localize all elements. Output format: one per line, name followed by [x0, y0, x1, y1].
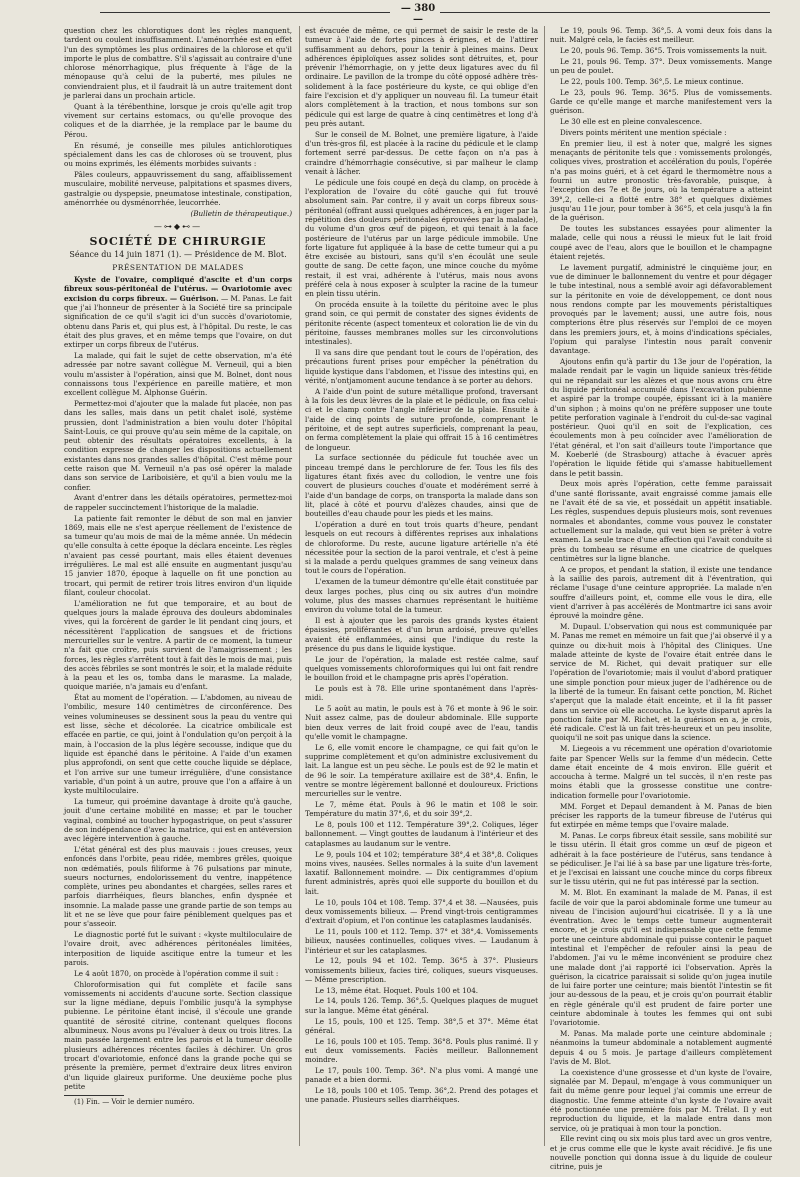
paragraph: La patiente fait remonter le début de son mal en janvier 1869, mais elle ne s'est aperçue réellement de l'existence de sa tumeur qu'au mois de mai de la même année. Un médecin qu'elle consulta à cette époque la déclara enceinte. Les règles n'avaient pas cessé pourtant, mais elles étaient devenues irrégulières. Le mal est allé ensuite en augmentant jusqu'au 15 janvier 1870, époque à laquelle on fit une ponction au trocart, qui permit de retirer trois litres environ d'un liquide filant, couleur chocolat. — [64, 513, 292, 597]
paragraph: MM. Forget et Depaul demandent à M. Panas de bien préciser les rapports de la tumeur fibreuse de l'utérus qui fut extirpée en même temps que l'ovaire malade. — [550, 801, 772, 830]
paragraph: La tumeur, qui proémine davantage à droite qu'à gauche, jouit d'une certaine mobilité en masse; et par le toucher vaginal, combiné au toucher hypogastrique, on peut s'assurer de son indépendance d'avec la matrice, qui est en antéversion avec légère intervention à gauche. — [64, 796, 292, 844]
paragraph — [64, 275, 292, 349]
paragraph: Le 14, pouls 126. Temp. 36°,5. Quelques plaques de muguet sur la langue. Même état général. — [305, 996, 538, 1015]
session-line: Séance du 14 juin 1871 (1). — Présidence de M. Blot. — [69, 249, 287, 259]
paragraph: A l'aide d'un point de suture métallique profond, traversant à la fois les deux lèvres de la plaie et le pédicule, on fixa celui-ci et le clamp contre l'angle inférieur de la plaie. Ensuite à l'aide de cinq points de suture profonde, comprenant le péritoine, et de sept autres superficiels, comprenant la peau, on ferma complètement la plaie qui offrait 15 à 16 centimètres de longueur. — [305, 386, 538, 452]
footnote: (1) Fin. — Voir le dernier numéro. — [74, 1098, 195, 1107]
paragraph: Le 20, pouls 96. Temp. 36°5. Trois vomissements la nuit. — [560, 46, 768, 56]
column-3 — [550, 26, 772, 1172]
paragraph-text: — M. Panas. Le fait que j'ai l'honneur de présenter à la Société tire sa principale signification de ce qu'il s'agit ici d'un succès d'ovariotomie, obtenu dans Paris et, qui plus est, à l'hôpital. Du reste, le cas était des plus graves, et en même temps que l'ovaire, on dut extirper un corps fibreux de l'utérus. — [64, 293, 292, 350]
page-number: — 380 — — [400, 3, 436, 25]
section-title: SOCIÉTÉ DE CHIRURGIE — [89, 235, 267, 249]
paragraph: En premier lieu, il est à noter que, malgré les signes menaçants de péritonite tels que : vomissements prolongés, coliques vives, prostration et accélération du pouls, l'opérée n'a pas moins guéri, et à cet égard le thermomètre nous a fourni un autre pronostic très-favorable, puisque, à l'exception des 7e et 8e jours, où la température a atteint 39°,2, celle-ci a flotté entre 38° et quelques dixièmes jusqu'au 11e jour, pour tomber à 36°5, et cela jusqu'à la fin de la guérison. — [550, 138, 772, 223]
paragraph: Le 6, elle vomit encore le champagne, ce qui fait qu'on le supprime complètement et qu'on administre exclusivement du lait. La langue est un peu sèche. Le pouls est de 92 le matin et de 96 le soir. La température axillaire est de 38°,4. Enfin, le ventre se montre légèrement ballonné et douloureux. Frictions mercurielles sur le ventre. — [305, 742, 538, 799]
case-title: Kyste de l'ovaire, compliqué d'ascite et d'un corps fibreux sous-péritonéal de l'utérus. — Ovariotomie avec excision du corps fibreux. — Guérison. — [64, 275, 292, 303]
paragraph: Le 17, pouls 100. Temp. 36°. N'a plus vomi. A mangé une panade et a bien dormi. — [305, 1066, 538, 1085]
paragraph: Le 12, pouls 94 et 102. Temp. 36°5 à 37°. Plusieurs vomissements bilieux, facies tiré, coliques, sueurs visqueuses. — Même prescription. — [305, 956, 538, 984]
paragraph: La malade, qui fait le sujet de cette observation, m'a été adressée par notre savant collègue M. Verneuil, qui a bien voulu m'assister à l'opération, ainsi que M. Bolnet, dont nous connaissons tous l'expérience en pareille matière, et mon excellent collègue M. Alphonse Guérin. — [64, 351, 292, 398]
paragraph: La surface sectionnée du pédicule fut touchée avec un pinceau trempé dans le perchlorure de fer. Tous les fils des ligatures étant fixés avec du collodion, le ventre une fois couvert de plusieurs couches d'ouate et modérément serré à l'aide d'un bandage de corps, on transporta la malade dans son lit, placé à côté et pourvu d'alèzes chaudes, ainsi que de bouteilles d'eau chaude pour les pieds et les mains. — [305, 453, 538, 519]
paragraph: Le lavement purgatif, administré le cinquième jour, en vue de diminuer le ballonnement du ventre et pour dégager le tube intestinal, nous a semblé avoir agi défavorablement sur la péritonite en voie de développement, ce dont nous nous rendons compte par les mouvements péristaltiques provoqués par le lavement; aussi, une autre fois, nous compterions être plus réservés sur l'emploi de ce moyen dans les premiers jours, et, à moins d'indications spéciales, l'opium qui paralyse l'intestin nous paraît convenir davantage. — [550, 262, 772, 356]
paragraph: Le 11, pouls 100 et 112. Temp. 37° et 38°,4. Vomissements bilieux, nausées continuelles, coliques vives. — Laudanum à l'intérieur et sur les cataplasmes. — [305, 926, 538, 955]
paragraph: Le 10, pouls 104 et 108. Temp. 37°,4 et 38. —Nausées, puis deux vomissements bilieux. — Prend vingt-trois centigrammes d'extrait d'opium, et l'on continue les cataplasmes laudanisés. — [305, 897, 538, 926]
paragraph: Pâles couleurs, appauvrissement du sang, affaiblissement musculaire, mobilité nerveuse, palpitations et spasmes divers, gastralgie ou dyspepsie, pneumatose intestinale, constipation, aménorrhée ou dysménorrhée, leucorrhée. — [64, 169, 292, 207]
column-divider — [544, 26, 545, 1146]
paragraph: Le 9, pouls 104 et 102; température 38°,4 et 38°,8. Coliques moins vives, nausées. Selles normales à la suite d'un lavement laxatif. Ballonnement moindre. — Dix centigrammes d'opium furent administrés, après quoi elle supporte du bouillon et du lait. — [305, 849, 538, 896]
paragraph: On procéda ensuite à la toilette du péritoine avec le plus grand soin, ce qui permit de constater des signes évidents de péritonite récente (aspect tomenteux et coloration lie de vin du péritoine, fausses membranes molles sur les circonvolutions intestinales). — [305, 300, 538, 347]
paragraph: Divers points méritent une mention spéciale : — [560, 127, 727, 137]
paragraph: Le 4 août 1870, on procède à l'opération comme il suit : — [74, 968, 279, 978]
paragraph: question chez les chlorotiques dont les règles manquent, tardent ou coulent insuffisamment. L'aménorrhée est en effet l'un des symptômes les plus ordinaires de la chlorose et qu'il importe le plus de combattre. S'il s'agissait au contraire d'une chlorose ménorrhagique, plus fréquente à l'âge de la ménopause qu'à celui de la puberté, mes pilules ne conviendraient plus, et il faudrait là un autre traitement dont je parlerai dans un prochain article. — [64, 26, 292, 101]
paragraph: est évacuée de même, ce qui permet de saisir le reste de la tumeur à l'aide de fortes pinces à érignes, et de l'attirer suffisamment au dehors, pour la tenir à pleines mains. Deux adhérences épiploïques assez solides sont détruites, et, pour prévenir l'hémorrhagie, on y jette deux ligatures avec du fil ordinaire. Le pavillon de la trompe du côté opposé adhère très-solidement à la face postérieure du kyste, ce qui oblige d'en faire l'excision et d'y appliquer un nouveau fil. La tumeur était alors complètement à la traction, et nous tombons sur son pédicule qui est large de quatre à cinq centimètres et long d'à peu près autant. — [305, 26, 538, 128]
section-ornament: —⊶◆⊷— — [153, 221, 203, 231]
paragraph: M. Panas. Ma malade porte une ceinture abdominale ; néanmoins la tumeur abdominale a notablement augmenté depuis 4 ou 5 mois. Je partage d'ailleurs complètement l'avis de M. Blot. — [550, 1029, 772, 1067]
paragraph: Permettez-moi d'ajouter que la malade fut placée, non pas dans les salles, mais dans un petit chalet isolé, système prussien, dont l'administration a bien voulu doter l'hôpital Saint-Louis, ce qui prouve qu'au sein même de la capitale, on peut obtenir des résultats opératoires excellents, à la condition expresse de changer les dispositions actuellement existantes dans nos grandes salles d'hôpital. C'est même pour cette raison que M. Verneuil n'a pas osé opérer la malade dans son service de Lariboisière, et qu'il a bien voulu me la confier. — [64, 398, 292, 492]
paragraph: Le 16, pouls 100 et 105. Temp. 36°8. Pouls plus ranimé. Il y eut deux vomissements. Faciès meilleur. Ballonnement moindre. — [305, 1036, 538, 1065]
paragraph: Sur le conseil de M. Bolnet, une première ligature, à l'aide d'un très-gros fil, est placée à la racine du pédicule et le clamp fortement serré par-dessus. De cette façon on n'a pas à craindre d'hémorrhagie consécutive, si par malheur le clamp venait à lâcher. — [305, 129, 538, 176]
paragraph: État au moment de l'opération. — L'abdomen, au niveau de l'ombilic, mesure 140 centimètres de circonférence. Des veines volumineuses se dessinent sous la peau du ventre qui est lisse, sèche et décolorée. La cicatrice ombilicale est effacée en partie, ce qui, joint à l'ondulation qu'on perçoit à la main, à l'occasion de la plus légère secousse, indique que du liquide est épanché dans le péritoine. A l'aide d'un examen plus approfondi, on sent que cette couche liquide se déplace, et l'on arrive sur une tumeur irrégulière, d'une consistance variable, d'un point à un autre, prouve que l'on a affaire à un kyste multiloculaire. — [64, 693, 292, 796]
paragraph: Deux mois après l'opération, cette femme paraissait d'une santé florissante, avait engraissé comme jamais elle ne l'avait été de sa vie, et possédait un appétit insatiable. Les règles, suspendues depuis plusieurs mois, sont revenues normales et abondantes, comme vous pouvez le constater actuellement sur la malade, qui veut bien se prêter à votre examen. La seule trace d'une affection qui l'avait conduite si près du tombeau se résume en une cicatrice de quelques centimètres sur la ligne blanche. — [550, 479, 772, 563]
paragraph: M. Liegeois a vu récemment une opération d'ovariotomie faite par Spencer Wells sur la femme d'un médecin. Cette dame était enceinte de 4 mois environ. Elle guérit et accoucha à terme. Malgré un tel succès, il n'en reste pas moins établi que la grossesse constitue une contre-indication formelle pour l'ovariotomie. — [550, 744, 772, 800]
paragraph: L'examen de la tumeur démontre qu'elle était constituée par deux larges poches, plus cinq ou six autres d'un moindre volume, plus des masses charnues représentant le huitième environ du volume total de la tumeur. — [305, 577, 538, 615]
paragraph: De toutes les substances essayées pour alimenter la malade, celle qui nous a réussi le mieux fut le lait froid coupé avec de l'eau, alors que le bouillon et le champagne étaient rejetés. — [550, 223, 772, 261]
column-1 — [64, 26, 292, 1146]
paragraph: M. M. Blot. En examinant la malade de M. Panas, il est facile de voir que la paroi abdominale forme une tumeur au niveau de l'incision aujourd'hui cicatrisée. Il y a là une éventration. Avec le temps cette tumeur augmenterait encore, et je crois qu'il est indispensable que cette femme porte une ceinture abdominale qui puisse contenir le paquet intestinal et l'empêcher de refouler ainsi la peau de l'abdomen. J'ai vu le même inconvénient se produire chez une malade dont j'ai rapporté ici l'observation. Après la guérison, la cicatrice paraissait si solide qu'on jugea inutile de lui faire porter une ceinture; mais bientôt l'intestin se fit jour au-dessous de la peau, et je crois qu'on pourrait établir en règle générale qu'il est prudent de faire porter une ceinture abdominale à toutes les femmes qui ont subi l'ovariotomie. — [550, 888, 772, 1028]
paragraph: Le 22, pouls 100. Temp. 36°,5. Le mieux continue. — [560, 76, 744, 86]
paragraph: Le 7, même état. Pouls à 96 le matin et 108 le soir. Température du matin 37°,6, et du soir 39°,2. — [305, 800, 538, 819]
paragraph: Le jour de l'opération, la malade est restée calme, sauf quelques vomissements chloroformiques qui lui ont fait rendre le bouillon froid et le champagne pris après l'opération. — [305, 654, 538, 683]
source-citation: (Bulletin de thérapeutique.) — [190, 208, 292, 218]
paragraph: Le pouls est à 78. Elle urine spontanément dans l'après-midi. — [305, 683, 538, 703]
paragraph: L'amélioration ne fut que temporaire, et au bout de quelques jours la malade éprouva des douleurs abdominales vives, qui la forcèrent de garder le lit pendant cinq jours, et nécessitèrent l'application de sangsues et de frictions mercurielles sur le ventre. A partir de ce moment, la tumeur n'a fait que croître, puis survient de l'amaigrissement ; les forces, les règles s'arrêtent tout à fait dès le mois de mai, puis des accès fébriles se sont montrés le soir, et la malade réduite à la peau et les os, tomba dans le marasme. La malade, quoique mariée, n'a jamais eu d'enfant. — [64, 598, 292, 692]
paragraph: Le 8, pouls 100 et 112. Température 39°,2. Coliques, léger ballonnement. — Vingt gouttes de laudanum à l'intérieur et des cataplasmes au laudanum sur le ventre. — [305, 820, 538, 848]
footnote-rule — [64, 1095, 124, 1096]
paragraph: En résumé, je conseille mes pilules antichlorotiques spécialement dans les cas de chloroses où se trouvent, plus ou moins exprimés, les éléments morbides suivants : — [64, 140, 292, 169]
paragraph: Quant à la térébenthine, lorsque je crois qu'elle agit trop vivement sur certains estomacs, ou qu'elle provoque des coliques et de la diarrhée, je la remplace par le baume du Pérou. — [64, 101, 292, 139]
paragraph: Avant d'entrer dans les détails opératoires, permettez-moi de rappeler succinctement l'historique de la maladie. — [64, 493, 292, 512]
paragraph: Ajoutons enfin qu'à partir du 13e jour de l'opération, la malade rendait par le vagin un liquide sanieux très-fétide qui ne répandait sur les alèzes et que nous avons cru être du liquide péritonéal accumulé dans l'excavation pubienne et aspiré par la trompe coupée, épissant ici à la manière d'un siphon ; à moins qu'on ne préfère supposer une toute petite perforation vaginale à l'endroit du cul-de-sac vaginal postérieur. Quoi qu'il en soit de l'explication, ces écoulements mon à peu coïncider avec l'amélioration de l'état général, et l'on sait d'ailleurs toute l'importance que M. Koeberlé (de Strasbourg) attache à évacuer après l'opération le liquide fétide qui s'amasse habituellement dans le petit bassin. — [550, 357, 772, 478]
paragraph: Le 23, pouls 96. Temp. 36°5. Plus de vomissements. Garde ce qu'elle mange et marche manifestement vers la guérison. — [550, 87, 772, 116]
paragraph: Le 19, pouls 96. Temp. 36°,5. A vomi deux fois dans la nuit. Malgré cela, le faciès est meilleur. — [550, 26, 772, 45]
column-divider — [299, 26, 300, 1146]
paragraph: Le 5 août au matin, le pouls est à 76 et monte à 96 le soir. Nuit assez calme, pas de douleur abdominale. Elle supporte bien deux verres de lait froid coupé avec de l'eau, tandis qu'elle vomit le champagne. — [305, 704, 538, 741]
paragraph: Il est à ajouter que les parois des grands kystes étaient épaissies, proliférantes et d'un brun ardoisé, preuve qu'elles avaient été enflammées, ainsi que l'indique du reste la présence du pus dans le liquide kystique. — [305, 615, 538, 653]
paragraph: Chloroformisation qui fut complète et facile sans vomissements ni accidents d'aucune sorte. Section classique sur la ligne médiane, depuis l'ombilic jusqu'à la symphyse pubienne. Le péritoine étant incisé, il s'écoule une grande quantité de sérosité citrine, contenant quelques flocons albumineux. Nous avons pu l'évaluer à deux ou trois litres. La main passée largement entre les parois et la tumeur décolle plusieurs adhérences récentes faciles à déchirer. Un gros trocart d'ovariotomie, enfoncé dans la grande poche qui se présente la première, permet d'extraire deux litres environ d'un liquide glaireux puriforme. Une deuxième poche plus petite — [64, 979, 292, 1091]
paragraph: Le pédicule une fois coupé en deçà du clamp, on procède à l'exploration de l'ovaire du côté gauche qui fut trouvé absolument sain. Par contre, il y avait un corps fibreux sous-péritonéal (offrant aussi quelques adhérences, à en juger par la répétition des douleurs péritonéales éprouvées par la malade), du volume d'un gros œuf de pigeon, et qui tenait à la face postérieure de l'utérus par un large pédicule immobile. Une forte ligature fut appliquée à la base de cette tumeur qui a pu être excisée au bistouri, sans qu'il s'en écoulât une seule goutte de sang. De cette façon, une mince couche du myôme restait, il est vrai, adhérente à l'utérus, mais nous avons préféré cela à nous exposer à sculpter la racine de la tumeur en plein tissu utérin. — [305, 177, 538, 299]
paragraph: Le diagnostic porté fut le suivant : «kyste multiloculaire de l'ovaire droit, avec adhérences péritonéales limitées, interposition de liquide ascitique entre la tumeur et les parois. — [64, 930, 292, 967]
paragraph: A ce propos, et pendant la station, il existe une tendance à la saillie des parois, autrement dit à l'éventration, qui réclame l'usage d'une ceinture appropriée. La malade n'en souffre d'ailleurs point, et, comme elle vous le dira, elle vient d'arriver à pas accélérés de Montmartre ici sans avoir éprouvé la moindre gêne. — [550, 564, 772, 621]
header-rule — [440, 12, 770, 13]
paragraph: M. Panas. Le corps fibreux était sessile, sans mobilité sur le tissu utérin. Il était gros comme un œuf de pigeon et adhérait à la face postérieure de l'utérus, sans tendance à se pédiculiser. Je l'ai lié à sa base par une ligature très-forte, et je l'excisai en laissant une couche mince du corps fibreux sur le tissu utérin, qui ne fut pas intéressé par la section. — [550, 830, 772, 887]
header-rule — [100, 12, 390, 13]
paragraph: L'état général est des plus mauvais : joues creuses, yeux enfoncés dans l'orbite, peau ridée, membres grêles, quoique non œdématiés, pouls filiforme à 76 pulsations par minute, sueurs nocturnes, endolorissement du ventre, inappétence complète, urines peu abondantes et chargées, selles rares et parfois diarrhéiques, fleurs blanches, enfin dyspnée et insomnie. La malade passe une grande partie de son temps au lit et ne se lève que pour faire péniblement quelques pas et pour s'asseoir. — [64, 844, 292, 929]
paragraph: Le 18, pouls 100 et 105. Temp. 36°,2. Prend des potages et une panade. Plusieurs selles diarrhéiques. — [305, 1086, 538, 1105]
paragraph: Il va sans dire que pendant tout le cours de l'opération, des précautions furent prises pour empêcher la pénétration du liquide kystique dans l'abdomen, et l'issue des intestins qui, en vérité, n'ontjamoment aucune tendance à se porter au dehors. — [305, 348, 538, 385]
paragraph: Le 21, pouls 96. Temp. 37°. Deux vomissements. Mange un peu de poulet. — [550, 56, 772, 76]
paragraph: La coexistence d'une grossesse et d'un kyste de l'ovaire, signalée par M. Depaul, m'engage à vous communiquer un fait du même genre pour lequel j'ai commis une erreur de diagnostic. Une femme atteinte d'un kyste de l'ovaire avait été ponctionnée une première fois par M. Trélat. Il y eut reproduction du liquide, et la malade entra dans mon service, où je pratiquai à mon tour la ponction. — [550, 1067, 772, 1133]
paragraph: Le 13, même état. Hoquet. Pouls 100 et 104. — [315, 985, 479, 995]
paragraph: Le 15, pouls, 100 et 125. Temp. 38°,5 et 37°. Même état général. — [305, 1016, 538, 1035]
paragraph: L'opération a duré en tout trois quarts d'heure, pendant lesquels on eut recours à différentes reprises aux inhalations de chloroforme. Du reste, aucune ligature artérielle n'a été nécessitée pour la section de la paroi ventrale, et c'est à peine si la malade a perdu quelques grammes de sang veineux dans tout le cours de l'opération. — [305, 519, 538, 576]
column-2 — [305, 26, 538, 1146]
paragraph: Le 30 elle est en pleine convalescence. — [560, 117, 703, 127]
paragraph: M. Dupaul. L'observation qui nous est communiquée par M. Panas me remet en mémoire un fait que j'ai observé il y a quinze ou dix-huit mois à l'hôpital des Cliniques. Une malade atteinte de kyste de l'ovaire était entrée dans le service de M. Richet, qui devait pratiquer sur elle l'opération de l'ovariotomie; mais il voulut d'abord pratiquer une simple ponction pour mieux juger de l'adhérence ou de la liberté de la tumeur. En faisant cette ponction, M. Richet s'aperçut que la malade était enceinte, et il la fit passer dans un service où elle accoucha. Le kyste disparut après la ponction faite par M. Richet, et la guérison en a, je crois, été radicale. C'est là un fait très-heureux et un peu insolite, quoiqu'il ne soit pas unique dans la science. — [550, 621, 772, 743]
subheading: PRÉSENTATION DE MALADES — [112, 262, 244, 272]
paragraph: Elle revint cinq ou six mois plus tard avec un gros ventre, et je crus comme elle que le kyste avait récidivé. Je fis une nouvelle ponction qui donna issue à du liquide de couleur citrine, puis je — [550, 1134, 772, 1172]
